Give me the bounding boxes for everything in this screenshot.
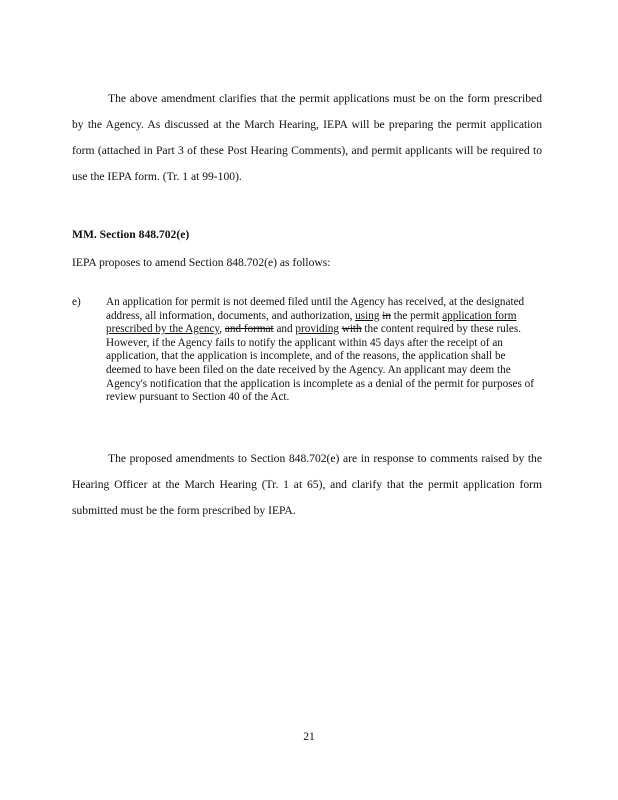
section-heading: MM. Section 848.702(e) [72, 228, 190, 241]
inserted-text: application form prescribed by the Agency [106, 309, 517, 336]
rule-text-segment: the content required by these rules. However, if the Agency fails to notify the applicant within 45 days after the receipt of an application, that the application is incomplete, and of the reasons, the application shall be deemed to have been filed on the date received by the Agency. An applicant may deem the Agency's notification that the application is incomplete as a denial of the permit for purposes of review pursuant to Section 40 of the Act. [106, 323, 534, 404]
rule-text-segment: the permit [390, 309, 443, 322]
rule-text-segment: , [219, 323, 225, 336]
rule-label: e) [72, 296, 81, 308]
rule-text-segment: and [273, 323, 296, 336]
deleted-text: with [341, 323, 362, 336]
paragraph-response-to-comments: The proposed amendments to Section 848.702(e) are in response to comments raised by the Hearing Officer at the March Hearing (Tr. 1 at 65), and clarify that the permit application form submitted must be the form prescribed by IEPA. [72, 452, 542, 517]
intro-text: IEPA proposes to amend Section 848.702(e) as follows: [72, 256, 331, 269]
paragraph-amendment-clarification: The above amendment clarifies that the permit applications must be on the form prescribed by the Agency. As discussed at the March Hearing, IEPA will be preparing the permit application form (attached in Part 3 of these Post Hearing Comments), and permit applicants will be required to use the IEPA form. (Tr. 1 at 99-100). [72, 92, 542, 183]
deleted-text: and format [224, 323, 274, 336]
page-number: 21 [303, 730, 315, 743]
rule-text-segment: An application for permit is not deemed filed until the Agency has received, at the designated address, all information, documents, and authorization, [106, 296, 525, 322]
deleted-text: in [382, 309, 391, 322]
rule-text-block [72, 296, 542, 405]
inserted-text: providing [295, 323, 339, 336]
inserted-text: using [355, 309, 380, 322]
rule-body [106, 296, 542, 405]
